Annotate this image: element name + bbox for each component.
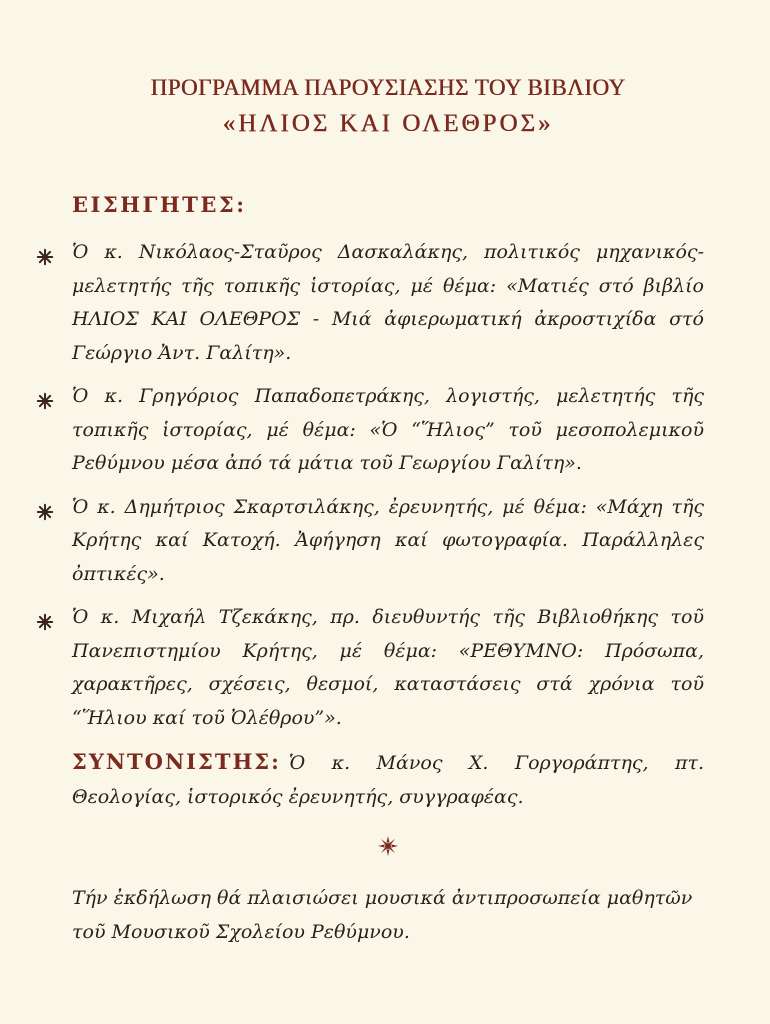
speakers-heading: ΕΙΣΗΓΗΤΕΣ:	[72, 192, 247, 217]
speaker-item	[72, 380, 704, 481]
coordinator-heading: ΣΥΝΤΟΝΙΣΤΗΣ:	[72, 749, 281, 774]
speaker-text: Ὁ κ. Γρηγόριος Παπαδοπετράκης, λογιστής, μελετητής τῆς τοπικῆς ἱστορίας, μέ θέμα: «Ὁ “Ἥλιος” τοῦ μεσοπολεμικοῦ Ρεθύμνου μέσα ἀπό τά μάτια τοῦ Γεωργίου Γαλίτη».	[72, 385, 704, 474]
asterisk-flower-icon	[36, 499, 54, 517]
book-title: «ΗΛΙΟΣ ΚΑΙ ΟΛΕΘΡΟΣ»	[222, 110, 554, 137]
speaker-item	[72, 236, 704, 370]
title-block	[72, 72, 704, 144]
speaker-text: Ὁ κ. Μιχαήλ Τζεκάκης, πρ. διευθυντής τῆς Βιβλιοθήκης τοῦ Πανεπιστημίου Κρήτης, μέ θέμα: «ΡΕΘΥΜΝΟ: Πρόσωπα, χαρακτῆρες, σχέσεις, θεσμοί, καταστάσεις στά χρόνια τοῦ “Ἥλιου καί τοῦ Ὀλέθρου”».	[72, 606, 704, 729]
speaker-item	[72, 601, 704, 735]
star-ornament-icon	[72, 836, 704, 858]
speakers-list	[72, 236, 704, 735]
speaker-text: Ὁ κ. Νικόλαος-Σταῦρος Δασκαλάκης, πολιτικός μηχανικός-μελετητής τῆς τοπικῆς ἱστορίας, μέ θέμα: «Ματιές στό βιβλίο ΗΛΙΟΣ ΚΑΙ ΟΛΕΘΡΟΣ - Μιά ἀφιερωματική ἀκροστιχίδα στό Γεώργιο Ἀντ. Γαλίτη».	[72, 241, 704, 364]
coordinator-text: Ὁ κ. Μάνος Χ. Γοργοράπτης, πτ. Θεολογίας, ἱστορικός ἐρευνητής, συγγραφέας.	[72, 752, 704, 808]
asterisk-flower-icon	[36, 244, 54, 262]
coordinator-paragraph	[72, 745, 704, 814]
speaker-text: Ὁ κ. Δημήτριος Σκαρτσιλάκης, ἐρευνητής, μέ θέμα: «Μάχη τῆς Κρήτης καί Κατοχή. Ἀφήγηση καί φωτογραφία. Παράλληλες ὀπτικές».	[72, 495, 704, 585]
speaker-item	[72, 491, 704, 592]
closing-paragraph: Τήν ἐκδήλωση θά πλαισιώσει μουσικά ἀντιπροσωπεία μαθητῶν τοῦ Μουσικοῦ Σχολείου Ρεθύμνου.	[72, 887, 693, 943]
asterisk-flower-icon	[36, 609, 54, 627]
page-title: ΠΡΟΓΡΑΜΜΑ ΠΑΡΟΥΣΙΑΣΗΣ ΤΟΥ ΒΙΒΛΙΟΥ	[150, 75, 626, 100]
asterisk-flower-icon	[36, 388, 54, 406]
